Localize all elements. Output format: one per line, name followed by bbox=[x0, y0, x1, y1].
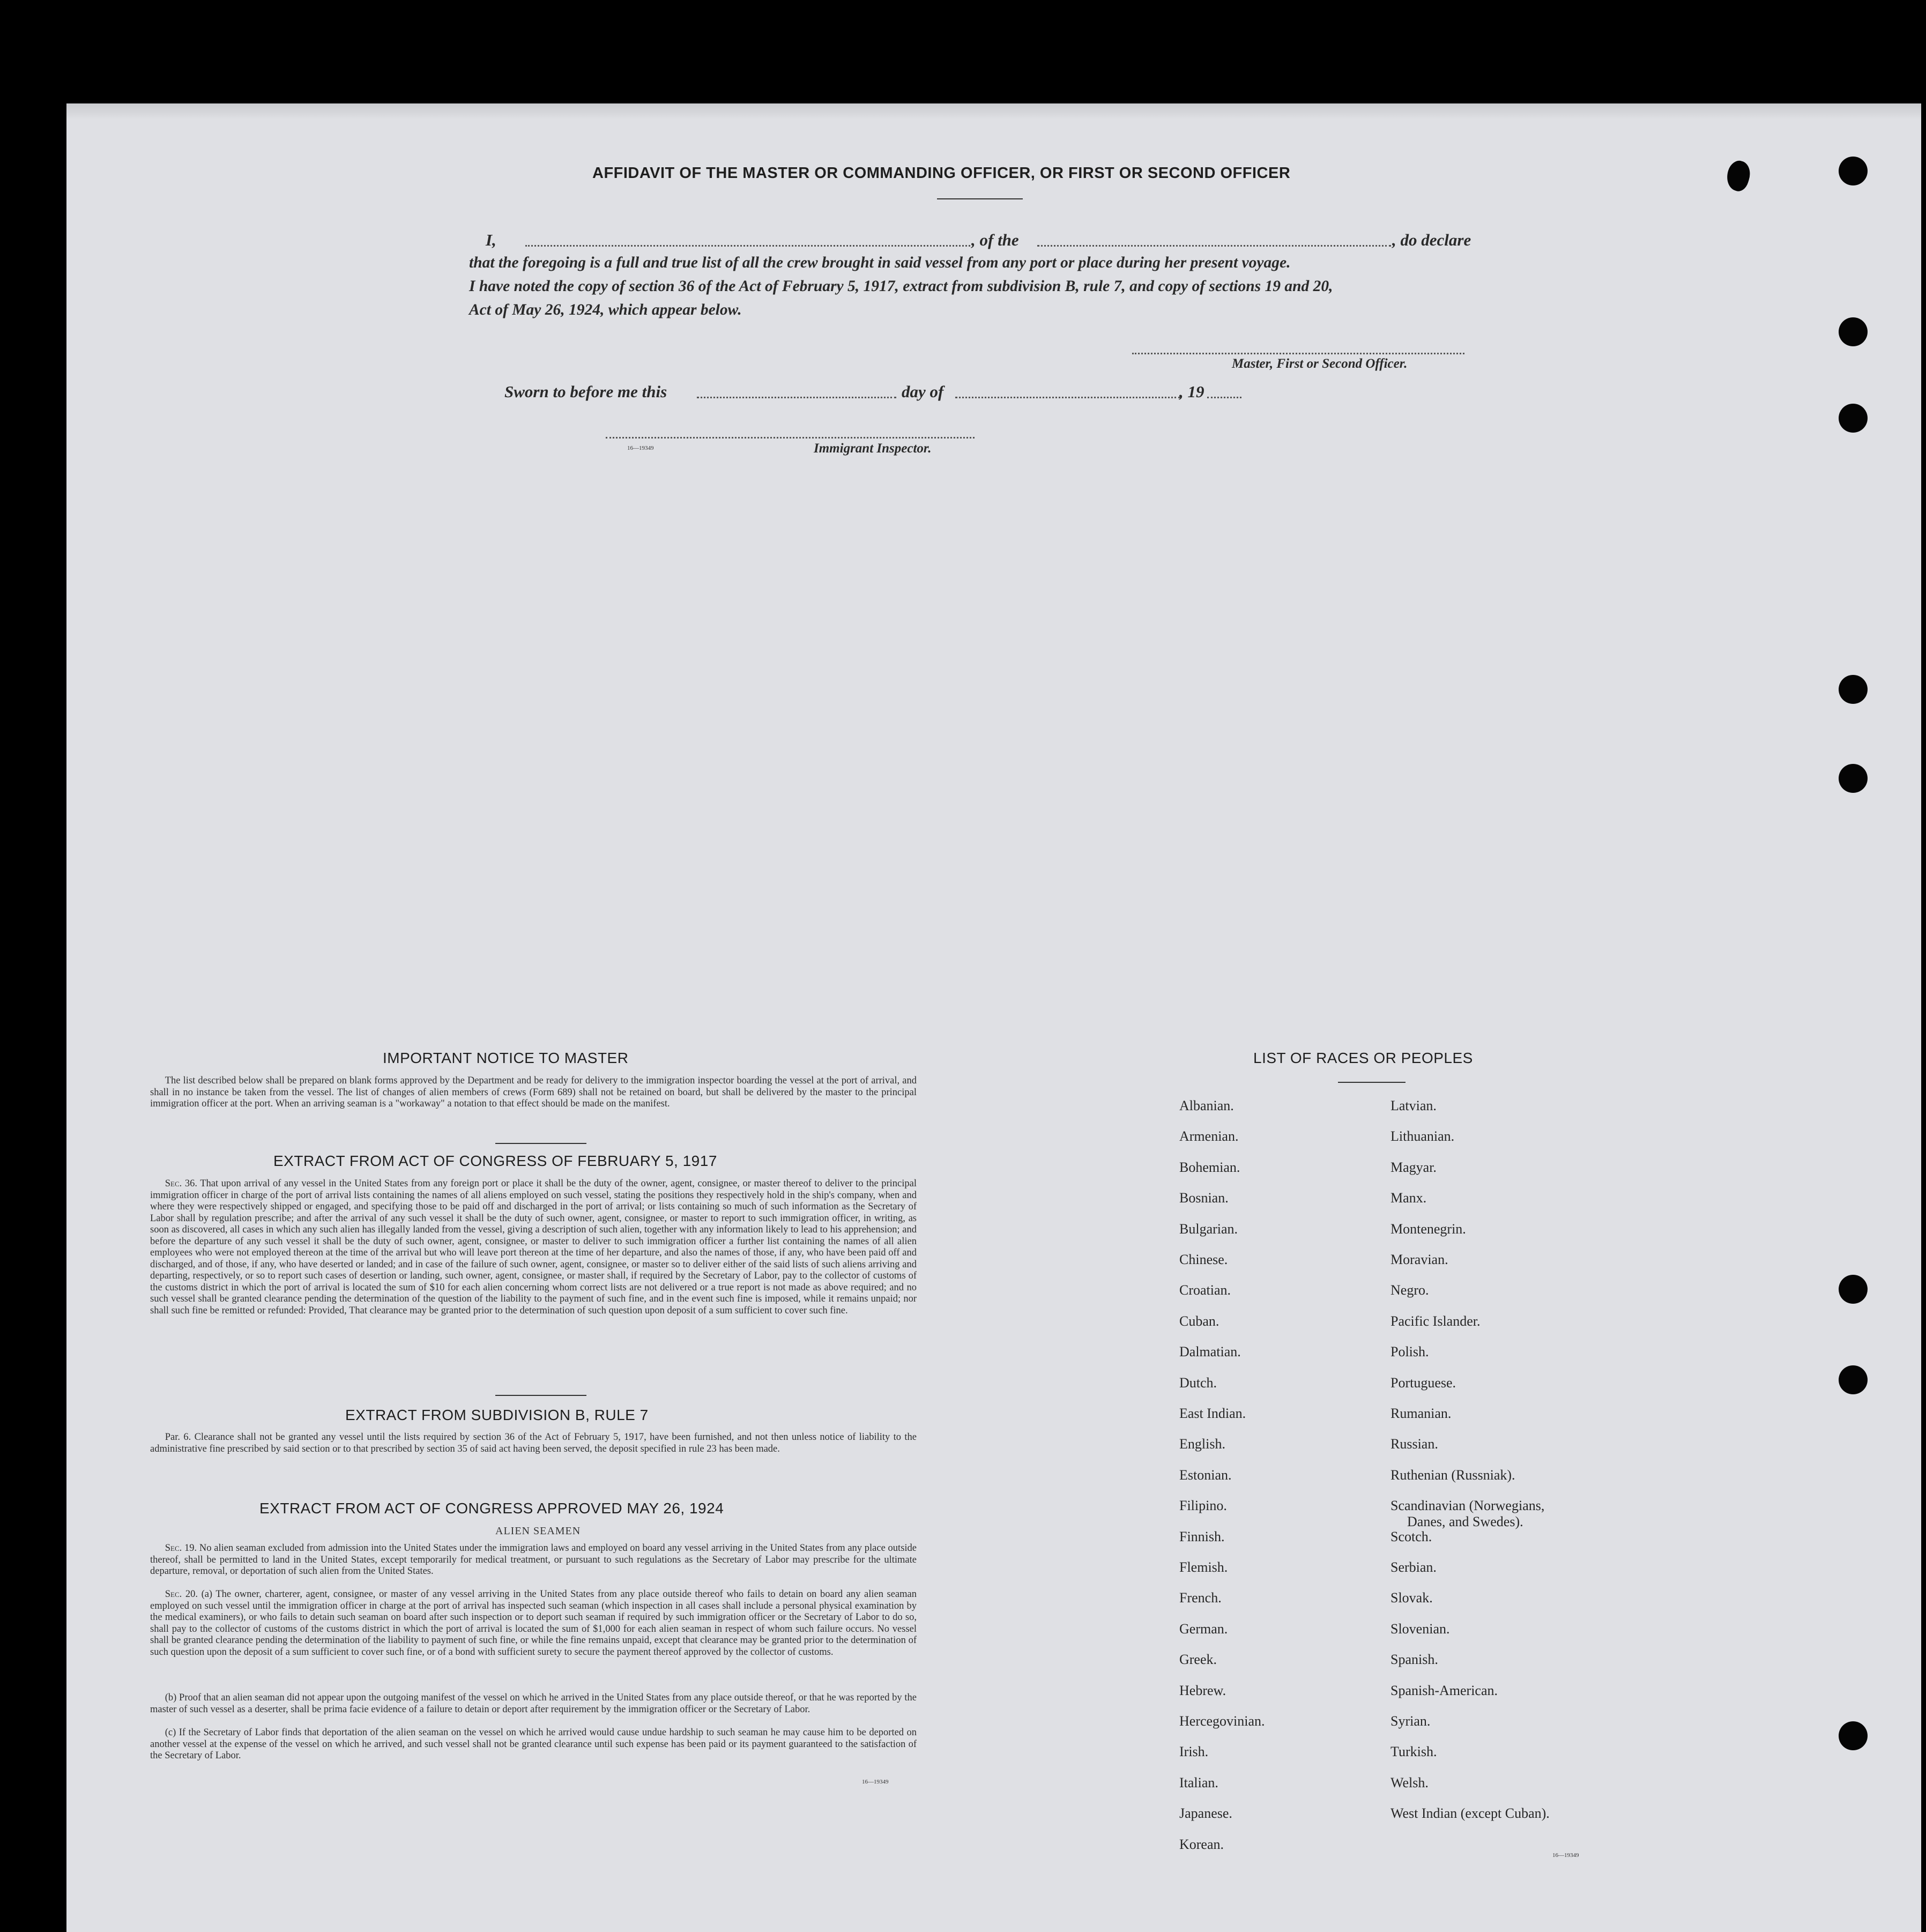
race-item: West Indian (except Cuban). bbox=[1390, 1805, 1550, 1822]
race-item: Italian. bbox=[1179, 1774, 1218, 1790]
sworn-month-field[interactable] bbox=[955, 397, 1180, 398]
binder-hole bbox=[1839, 1365, 1868, 1394]
sec-36-label: Sec. 36. bbox=[165, 1178, 197, 1189]
race-item: Russian. bbox=[1390, 1436, 1438, 1452]
binder-hole bbox=[1839, 1275, 1868, 1304]
declaration-i: I, bbox=[486, 231, 496, 249]
extract-1917-title: EXTRACT FROM ACT OF CONGRESS OF FEBRUARY 5, 1917 bbox=[273, 1153, 717, 1169]
race-item: Danes, and Swedes). bbox=[1407, 1514, 1523, 1530]
race-item: German. bbox=[1179, 1621, 1228, 1637]
sec-36-body: That upon arrival of any vessel in the United States from any foreign port or place it shall be the duty of the owner, agent, consignee, or master thereof to deliver to the principal immigration officer in charge of the port of arrival lists containing the names of all aliens employed on such vessel, stating the positions they respectively hold in the ship's company, when and where they were respectively shipped or engaged, and specifying those to be paid off and discharged in the port of arrival; or lists containing so much of such information as the Secretary of Labor shall by regulation prescribe; and after the arrival of any such vessel it shall be the duty of such owner, agent, consignee, or master to report to such immigration officer, in writing, as soon as discovered, all cases in which any such alien has illegally landed from the vessel, giving a description of such alien, together with any information likely to lead to his apprehension; and before the departure of any such vessel it shall be the duty of such owner, agent, consignee, or master to deliver to such immigration officer a further list containing the names of all alien employees who were not employed thereon at the time of the arrival but who will leave port thereon at the time of her departure, and also the names of those, if any, who have been paid off and discharged, and of those, if any, who have deserted or landed; and in case of the failure of such owner, agent, consignee, or master so to deliver either of the said lists of such aliens arriving and departing, respectively, or so to report such cases of desertion or landing, such owner, agent, consignee, or master shall, if required by the Secretary of Labor, pay to the collector of customs of the customs district in which the port of arrival is located the sum of $10 for each alien concerning whom correct lists are not delivered or a true report is not made as above required; and no such vessel shall be granted clearance pending the determination of the question of the liability to the payment of such fine, and in the event such fine is imposed, while it remains unpaid; nor shall such fine be remitted or refunded: Provided, That clearance may be granted prior to the determination of such question upon deposit of a sum sufficient to cover such fine. bbox=[150, 1178, 917, 1316]
race-item: East Indian. bbox=[1179, 1406, 1246, 1421]
race-item: Negro. bbox=[1390, 1282, 1429, 1298]
sec-19-body: No alien seaman excluded from admission into the United States under the immigration laws and employed on board any vessel arriving in the United States from any place outside thereof, shall be permitted to land in the United States, except temporarily for medical treatment, or pursuant to such regulations as the Secretary of Labor may prescribe for the ultimate departure, removal, or deportation of such alien from the United States. bbox=[150, 1543, 917, 1577]
notice-body: The list described below shall be prepared on blank forms approved by the Department and be ready for delivery to the immigration inspector boarding the vessel at the port of arrival, and shall in no instance be taken from the vessel. The list of changes of alien members of crews (Form 689) shall not be retained on board, but shall be delivered by the master to the principal immigration officer at the port. When an arriving seaman is a "workaway" a notation to that effect should be made on the manifest. bbox=[150, 1075, 917, 1109]
race-item: Manx. bbox=[1390, 1190, 1427, 1206]
sworn-label: Sworn to before me this bbox=[504, 382, 667, 401]
section-divider bbox=[495, 1143, 586, 1144]
sworn-day-of: day of bbox=[902, 382, 944, 401]
master-signature-line[interactable] bbox=[1132, 353, 1464, 354]
section-divider bbox=[495, 1395, 586, 1396]
sec-20c-body: (c) If the Secretary of Labor finds that deportation of the alien seaman on the vessel on which he arrived would cause undue hardship to such seaman he may cause him to be deported on another vessel at the expense of the vessel on which he arrived, and such vessel shall not be granted clearance until such expense has been paid or its payment guaranteed to the satisfaction of the Secretary of Labor. bbox=[150, 1727, 917, 1761]
race-item: Flemish. bbox=[1179, 1559, 1228, 1575]
races-title-underline bbox=[1338, 1082, 1406, 1083]
sec-20-label: Sec. 20. bbox=[165, 1589, 198, 1600]
form-number-top: 16—19349 bbox=[627, 445, 654, 451]
race-item: Greek. bbox=[1179, 1652, 1217, 1668]
sec-20b-body: (b) Proof that an alien seaman did not appear upon the outgoing manifest of the vessel on which he arrived in the United States from any place outside thereof, or that he was reported by the master of such vessel as a deserter, shall be prima facie evidence of a failure to detain or deport after requirement by the immigration officer or the Secretary of Labor. bbox=[150, 1692, 917, 1715]
race-item: Chinese. bbox=[1179, 1252, 1228, 1267]
vessel-field[interactable] bbox=[1037, 245, 1391, 247]
form-number-races: 16—19349 bbox=[1552, 1852, 1579, 1859]
inspector-label: Immigrant Inspector. bbox=[814, 441, 932, 456]
sec-20a-body: (a) The owner, charterer, agent, consignee, or master of any vessel arriving in the United States from any place outside thereof who fails to detain on board any alien seaman employed on such vessel until the immigration officer in charge at the port of arrival has inspected such seaman (which inspection in all cases shall include a personal physical examination by the medical examiners), or who fails to detain such seaman on board after such inspection or to deport such seaman if required by such immigration officer or the Secretary of Labor to do so, shall pay to the collector of customs of the customs district in which the port of arrival is located the sum of $1,000 for each alien seaman in respect of whom such failure occurs. No vessel shall be granted clearance pending the determination of the liability to payment of such fine, or while the fine remains unpaid, except that clearance may be granted prior to the determination of such question upon the deposit of a sum sufficient to cover such fine, or of a bond with sufficient surety to secure the payment thereof approved by the collector of customs. bbox=[150, 1589, 917, 1658]
par-6-body: Par. 6. Clearance shall not be granted any vessel until the lists required by section 36 of the Act of February 5, 1917, have been furnished, and not then unless notice of liability to the administrative fine prescribed by said section or to that prescribed by section 35 of said act having been served, the deposit specified in rule 23 has been made. bbox=[150, 1432, 917, 1454]
race-item: Korean. bbox=[1179, 1836, 1224, 1852]
sec-19-label: Sec. 19. bbox=[165, 1543, 197, 1554]
race-item: Armenian. bbox=[1179, 1128, 1239, 1145]
race-item: Moravian. bbox=[1390, 1252, 1448, 1267]
binder-hole bbox=[1839, 1721, 1868, 1750]
race-item: Pacific Islander. bbox=[1390, 1313, 1481, 1329]
notice-text bbox=[150, 1075, 917, 1110]
declaration-line-3: I have noted the copy of section 36 of the Act of February 5, 1917, extract from subdivision B, rule 7, and copy of sections 19 and 20, bbox=[469, 278, 1333, 295]
name-field[interactable] bbox=[525, 245, 970, 247]
sworn-day-field[interactable] bbox=[697, 397, 896, 398]
extract-1917-text bbox=[150, 1178, 917, 1317]
binder-hole bbox=[1839, 157, 1868, 185]
notice-title: IMPORTANT NOTICE TO MASTER bbox=[383, 1050, 629, 1066]
sec-20a-text bbox=[150, 1589, 917, 1658]
binder-hole bbox=[1839, 404, 1868, 433]
race-item: Slovenian. bbox=[1390, 1621, 1450, 1637]
master-signature-label: Master, First or Second Officer. bbox=[1232, 356, 1408, 371]
alien-seamen-subtitle: ALIEN SEAMEN bbox=[495, 1525, 581, 1537]
race-item: Scandinavian (Norwegians, bbox=[1390, 1498, 1545, 1514]
race-item: French. bbox=[1179, 1590, 1222, 1606]
inspector-signature-line[interactable] bbox=[606, 437, 975, 439]
affidavit-title: AFFIDAVIT OF THE MASTER OR COMMANDING OFFICER, OR FIRST OR SECOND OFFICER bbox=[592, 165, 1291, 182]
race-item: Bulgarian. bbox=[1179, 1221, 1238, 1237]
binder-hole bbox=[1839, 764, 1868, 793]
race-item: Welsh. bbox=[1390, 1774, 1429, 1790]
race-item: Serbian. bbox=[1390, 1559, 1437, 1575]
race-item: Polish. bbox=[1390, 1344, 1429, 1360]
subdivision-text bbox=[150, 1432, 917, 1455]
sec-20b-text bbox=[150, 1692, 917, 1715]
sec-19-text bbox=[150, 1543, 917, 1578]
race-item: Ruthenian (Russniak). bbox=[1390, 1467, 1515, 1483]
race-item: Spanish. bbox=[1390, 1652, 1438, 1668]
race-item: Cuban. bbox=[1179, 1313, 1219, 1329]
race-item: Irish. bbox=[1179, 1744, 1209, 1760]
declaration-of-the: , of the bbox=[971, 231, 1019, 249]
race-item: Estonian. bbox=[1179, 1467, 1232, 1483]
race-item: Hebrew. bbox=[1179, 1682, 1226, 1698]
race-item: Albanian. bbox=[1179, 1098, 1234, 1113]
title-underline bbox=[937, 198, 1023, 199]
declaration-do-declare: , do declare bbox=[1392, 231, 1471, 249]
form-number-bottom: 16—19349 bbox=[862, 1779, 889, 1785]
declaration-line-4: Act of May 26, 1924, which appear below. bbox=[469, 301, 742, 318]
race-item: Hercegovinian. bbox=[1179, 1713, 1265, 1729]
race-item: Scotch. bbox=[1390, 1528, 1432, 1544]
race-item: Bosnian. bbox=[1179, 1190, 1229, 1206]
race-item: Dutch. bbox=[1179, 1374, 1217, 1391]
race-item: Filipino. bbox=[1179, 1498, 1227, 1514]
race-item: Dalmatian. bbox=[1179, 1344, 1241, 1360]
binder-hole bbox=[1839, 317, 1868, 346]
race-item: Latvian. bbox=[1390, 1098, 1437, 1113]
race-item: Magyar. bbox=[1390, 1159, 1437, 1175]
race-item: Lithuanian. bbox=[1390, 1128, 1455, 1145]
sworn-year-field[interactable] bbox=[1207, 397, 1241, 398]
race-item: Turkish. bbox=[1390, 1744, 1437, 1760]
races-title: LIST OF RACES OR PEOPLES bbox=[1253, 1050, 1473, 1066]
race-item: Spanish-American. bbox=[1390, 1682, 1498, 1698]
declaration-line-2: that the foregoing is a full and true list of all the crew brought in said vessel from any port or place during her present voyage. bbox=[469, 254, 1291, 271]
race-item: Montenegrin. bbox=[1390, 1221, 1466, 1237]
subdivision-title: EXTRACT FROM SUBDIVISION B, RULE 7 bbox=[345, 1407, 649, 1423]
race-item: Syrian. bbox=[1390, 1713, 1431, 1729]
extract-1924-title: EXTRACT FROM ACT OF CONGRESS APPROVED MAY 26, 1924 bbox=[259, 1500, 724, 1517]
sec-20c-text bbox=[150, 1727, 917, 1762]
race-item: Japanese. bbox=[1179, 1805, 1232, 1822]
binder-hole bbox=[1839, 675, 1868, 704]
race-item: Portuguese. bbox=[1390, 1374, 1456, 1391]
race-item: Finnish. bbox=[1179, 1528, 1225, 1544]
race-item: Croatian. bbox=[1179, 1282, 1231, 1298]
race-item: Bohemian. bbox=[1179, 1159, 1240, 1175]
race-item: English. bbox=[1179, 1436, 1225, 1452]
race-item: Rumanian. bbox=[1390, 1406, 1452, 1421]
sworn-year-prefix: , 19 bbox=[1179, 382, 1204, 401]
race-item: Slovak. bbox=[1390, 1590, 1433, 1606]
